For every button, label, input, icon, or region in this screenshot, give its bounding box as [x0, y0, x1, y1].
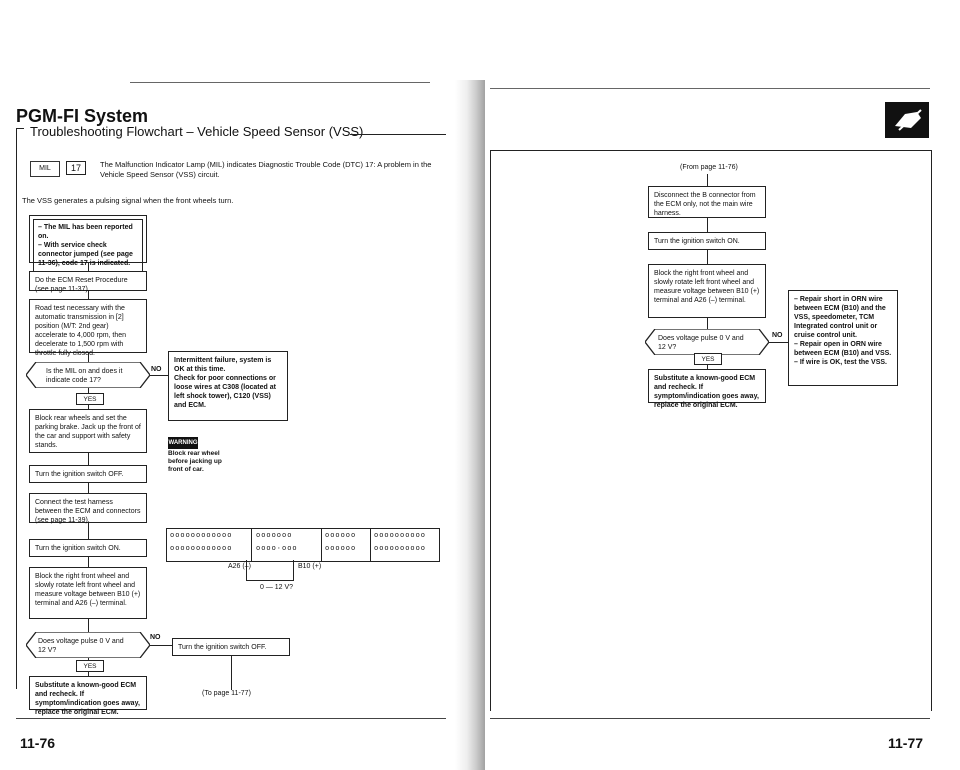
- intermittent-box: [168, 351, 288, 421]
- flow-line: [707, 174, 708, 186]
- to-page: (To page 11-77): [202, 690, 251, 697]
- probe-line-b10: [293, 560, 294, 580]
- no-line: [150, 645, 172, 646]
- connector-divider: [321, 529, 322, 561]
- road-test-box: Road test necessary with the automatic transmission in [2] position (M/T: 2nd gear) accelerate to 4,000 rpm, then decelerate to 1,500 rpm with throttle fully closed.: [29, 299, 147, 353]
- left-bracket: [16, 128, 24, 689]
- from-page: (From page 11-76): [680, 164, 738, 171]
- pins-a-top: oooooooooooo: [170, 532, 233, 540]
- engine-icon: [885, 102, 929, 138]
- yes-label: YES: [694, 353, 722, 365]
- dtc-box: 17: [66, 161, 86, 175]
- page-number-left: 11-76: [20, 735, 56, 751]
- yes-label: YES: [76, 393, 104, 405]
- flow-line: [707, 218, 708, 232]
- subtitle: Troubleshooting Flowchart – Vehicle Speed Sensor (VSS): [30, 124, 364, 139]
- yes-label: YES: [76, 660, 104, 672]
- connector-divider: [370, 529, 371, 561]
- pins-b-top: ooooooo: [256, 532, 293, 540]
- flow-line: [707, 250, 708, 264]
- top-rule-left: [130, 82, 430, 83]
- no-line: [150, 375, 168, 376]
- voltage-label: 0 — 12 V?: [260, 584, 294, 591]
- pins-d-bottom: oooooooooo: [374, 545, 427, 553]
- ign-on-box: Turn the ignition switch ON.: [29, 539, 147, 557]
- top-rule-right: [490, 88, 930, 89]
- r-ign-on-box: Turn the ignition switch ON.: [648, 232, 766, 250]
- probe-join: [246, 580, 294, 581]
- engine-tab-icon: [885, 102, 929, 138]
- pins-c-bottom: oooooo: [325, 545, 357, 553]
- connector-diagram: [166, 528, 440, 562]
- connect-box: Connect the test harness between the ECM and connectors (see page 11-39).: [29, 493, 147, 523]
- pins-b-bottom: oooo·ooo: [256, 545, 298, 553]
- block-right-box: Block the right front wheel and slowly rotate left front wheel and measure voltage between B10 (+) terminal and A26 (–) terminal.: [29, 567, 147, 619]
- mil-icon: MIL: [30, 161, 60, 177]
- flow-line: [88, 523, 89, 539]
- intro-text: The Malfunction Indicator Lamp (MIL) indicates Diagnostic Trouble Code (DTC) 17: A problem in the Vehicle Speed Sensor (VSS) circuit.: [100, 160, 432, 179]
- flow-line: [88, 291, 89, 299]
- binding-gutter: [455, 80, 485, 770]
- bottom-rule-right: [490, 718, 930, 719]
- block-rear-box: Block rear wheels and set the parking brake. Jack up the front of the car and support with safety stands.: [29, 409, 147, 453]
- warning-text: Block rear wheel before jacking up front of car.: [168, 450, 222, 473]
- no-label: NO: [150, 634, 161, 641]
- substitute-box: Substitute a known-good ECM and recheck. If symptom/indication goes away, replace the original ECM.: [29, 676, 147, 710]
- bottom-rule-left: [16, 718, 446, 719]
- ign-off2-box: Turn the ignition switch OFF.: [172, 638, 290, 656]
- r-q-text: Does voltage pulse 0 V and 12 V?: [658, 335, 744, 351]
- no-line: [769, 342, 788, 343]
- flow-line: [88, 557, 89, 567]
- no-label: NO: [151, 366, 162, 373]
- subtitle-rule: [350, 134, 446, 135]
- disconnect-box: Disconnect the B connector from the ECM only, not the main wire harness.: [648, 186, 766, 218]
- pins-c-top: oooooo: [325, 532, 357, 540]
- section-title: PGM-FI System: [16, 106, 149, 126]
- pins-a-bottom: oooooooooooo: [170, 545, 233, 553]
- flow-line: [88, 263, 89, 271]
- flow-line: [88, 453, 89, 465]
- ign-off-box: Turn the ignition switch OFF.: [29, 465, 147, 483]
- warning-badge: WARNING: [168, 437, 198, 449]
- no-label: NO: [772, 332, 783, 339]
- reset-box: Do the ECM Reset Procedure (see page 11-37).: [29, 271, 147, 291]
- start-text: – The MIL has been reported on. – With service check connector jumped (see page 11-36), code 17 is indicated.: [33, 219, 143, 272]
- r-block-right-box: Block the right front wheel and slowly rotate left front wheel and measure voltage between B10 (+) terminal and A26 (–) terminal.: [648, 264, 766, 318]
- pins-d-top: oooooooooo: [374, 532, 427, 540]
- repair-box: – Repair short in ORN wire between ECM (B10) and the VSS, speedometer, TCM Integrated control unit or cruise control unit. – Repair open in ORN wire between ECM (B10) and VSS. – If wire is OK, test the VSS.: [788, 290, 898, 386]
- connector-divider: [251, 529, 252, 561]
- a26-label: A26 (–): [228, 563, 251, 570]
- b10-label: B10 (+): [298, 563, 322, 570]
- intermittent-text: Intermittent failure, system is OK at this time. Check for poor connections or loose wires at C308 (located at left shock tower), C120 (VSS) and ECM.: [174, 357, 276, 409]
- start-box: [29, 215, 147, 267]
- flow-line: [88, 483, 89, 493]
- page-number-right: 11-77: [888, 735, 924, 751]
- flow-line: [231, 656, 232, 690]
- generates-text: The VSS generates a pulsing signal when the front wheels turn.: [22, 196, 234, 205]
- r-substitute-box: Substitute a known-good ECM and recheck. If symptom/indication goes away, replace the original ECM.: [648, 369, 766, 403]
- flow-line: [88, 619, 89, 633]
- q1-text: Is the MIL on and does it indicate code 17?: [46, 368, 123, 384]
- q2-text: Does voltage pulse 0 V and 12 V?: [38, 638, 124, 654]
